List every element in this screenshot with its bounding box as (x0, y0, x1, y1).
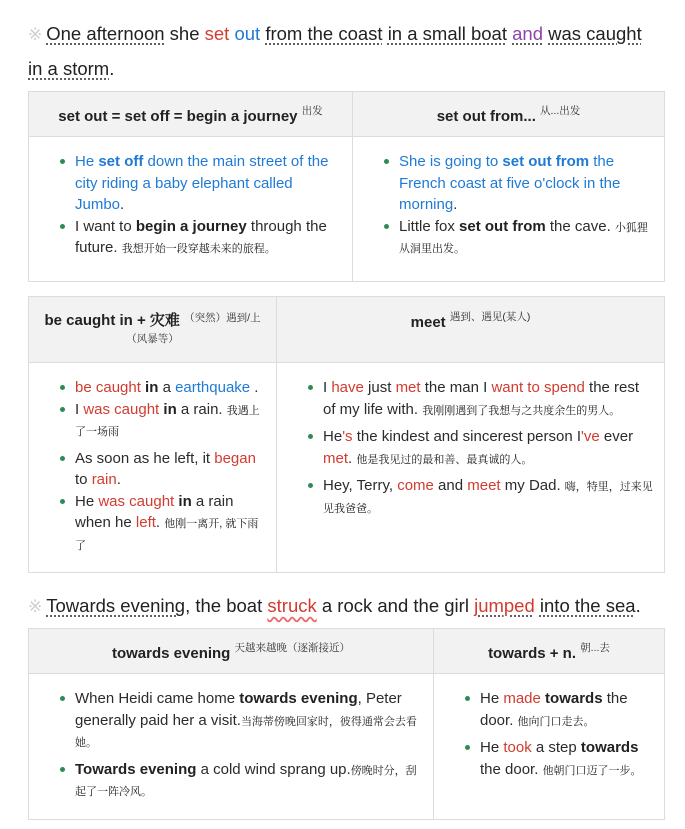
text: . (109, 58, 115, 79)
list-item: I was caught in a rain. 我遇上了一场雨 (39, 399, 266, 442)
table-cell (434, 674, 665, 820)
reference-mark-icon: ※ (28, 597, 43, 616)
header-translation: 遇到、遇见(某人) (449, 311, 531, 323)
list-item: He set off down the main street of the city riding a baby elephant called Jumbo. (39, 151, 342, 216)
phrase: was caught (548, 23, 642, 44)
list-item: be caught in a earthquake . (39, 377, 266, 399)
header-translation: （突然）遇到/上（风暴等） (126, 312, 261, 345)
table-cell (29, 363, 277, 573)
keyword: out (234, 23, 261, 44)
phrase: in a small boat (387, 23, 507, 44)
text: , the boat (185, 595, 268, 616)
header-label: towards evening (111, 645, 231, 662)
text: she (164, 23, 205, 44)
sentence-heading-2 (28, 589, 668, 624)
list-item: He took a step towards the door. 他朝门口迈了一步。 (444, 737, 654, 780)
keyword: jumped (474, 595, 535, 616)
phrase: One afternoon (46, 23, 165, 44)
column-header (29, 297, 277, 363)
phrase: from the coast (265, 23, 383, 44)
list-item: I have just met the man I want to spend the rest of my life with. 我刚刚遇到了我想与之共度余生的男人。 (287, 377, 654, 420)
phrase: Towards evening (46, 595, 186, 616)
list-item: I want to begin a journey through the future. 我想开始一段穿越未来的旅程。 (39, 216, 342, 259)
header-translation: 天越来越晚（逐渐接近） (234, 642, 351, 654)
keyword: and (512, 23, 543, 44)
notes-table-set-out (28, 91, 665, 282)
header-label: meet (410, 314, 446, 331)
list-item: He was caught in a rain when he left. 他刚一离开, 就下雨了 (39, 491, 266, 556)
table-cell (277, 363, 665, 573)
header-label: be caught in + 灾难 (44, 312, 180, 329)
sentence-heading-1 (28, 17, 668, 86)
column-header (29, 92, 353, 137)
column-header (29, 629, 434, 674)
column-header (434, 629, 665, 674)
list-item: Little fox set out from the cave. 小狐狸从洞里出发。 (363, 216, 654, 259)
header-translation: 出发 (301, 105, 323, 117)
header-translation: 朝...去 (580, 642, 610, 654)
phrase: in a storm (28, 58, 110, 79)
list-item: Towards evening a cold wind sprang up.傍晚时分，刮起了一阵冷风。 (39, 759, 423, 802)
phrase: into the sea (539, 595, 636, 616)
keyword: struck (267, 595, 317, 616)
column-header (353, 92, 665, 137)
notes-table-caught-meet (28, 296, 665, 573)
table-cell (29, 674, 434, 820)
table-cell (29, 137, 353, 282)
list-item: Hey, Terry, come and meet my Dad. 嗨，特里，过来见见我爸爸。 (287, 475, 654, 518)
notes-table-towards (28, 628, 665, 820)
keyword: set (204, 23, 230, 44)
table-cell (353, 137, 665, 282)
reference-mark-icon: ※ (28, 25, 43, 44)
header-translation: 从...出发 (540, 105, 581, 117)
text: . (635, 595, 641, 616)
header-label: set out = set off = begin a journey (58, 108, 298, 125)
header-label: set out from... (436, 108, 536, 125)
list-item: He made towards the door. 他向门口走去。 (444, 688, 654, 731)
list-item: He's the kindest and sincerest person I've ever met. 他是我见过的最和善、最真诚的人。 (287, 426, 654, 469)
list-item: She is going to set out from the French coast at five o'clock in the morning. (363, 151, 654, 216)
header-label: towards + n. (488, 645, 576, 662)
column-header (277, 297, 665, 363)
list-item: As soon as he left, it began to rain. (39, 448, 266, 491)
text: a rock and the girl (316, 595, 475, 616)
list-item: When Heidi came home towards evening, Peter generally paid her a visit.当海蒂傍晚回家时，彼得通常会去看她。 (39, 688, 423, 753)
